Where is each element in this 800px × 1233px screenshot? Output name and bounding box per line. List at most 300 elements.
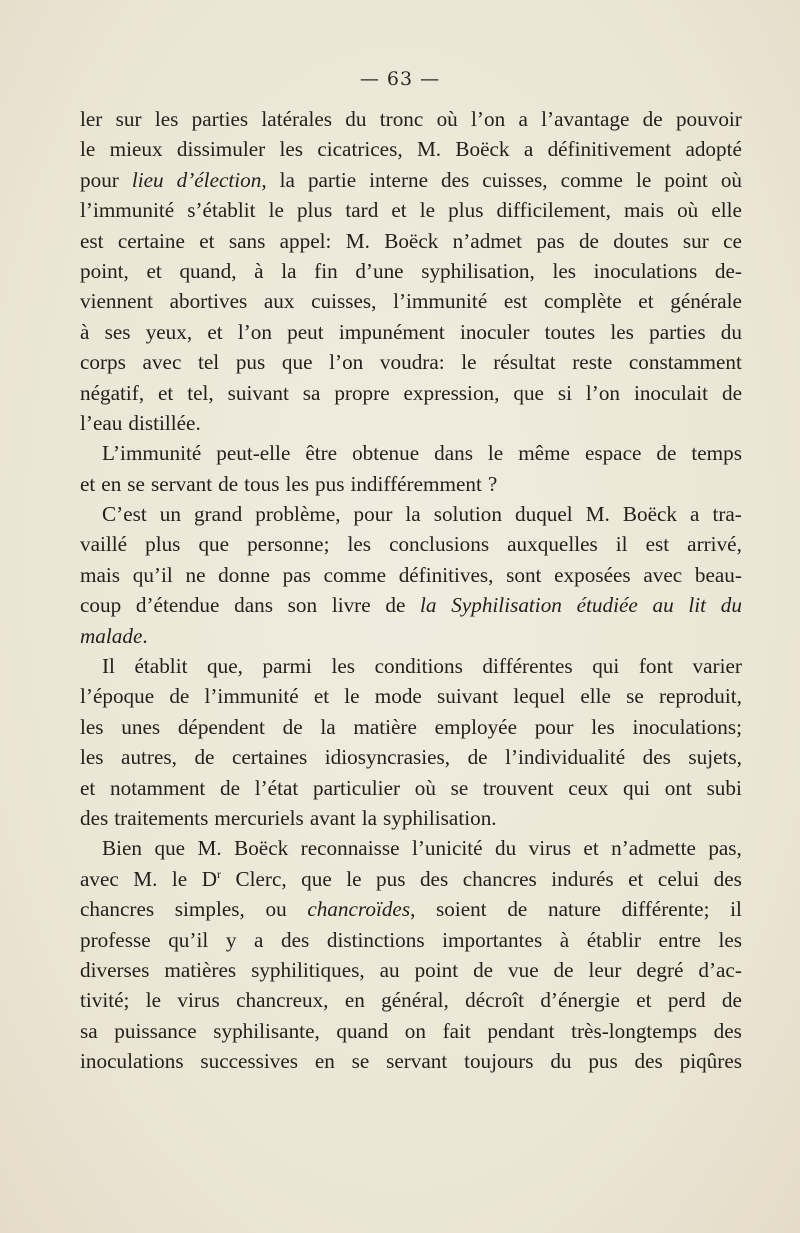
- word: ne: [185, 562, 206, 587]
- word: mieux: [109, 137, 163, 162]
- word: syphilisante,: [213, 1018, 320, 1043]
- text-line: [80, 286, 742, 316]
- word: virus: [528, 836, 571, 861]
- text-line: [80, 499, 742, 529]
- word: les: [279, 137, 304, 162]
- italic-word: d’élection: [176, 167, 262, 192]
- word: l’état: [254, 775, 299, 800]
- word: sa: [80, 1018, 98, 1043]
- word: l’immunité: [80, 198, 175, 223]
- word: piqûres: [679, 1049, 742, 1074]
- paragraph: [80, 499, 742, 651]
- word: appel: [279, 228, 326, 253]
- word: inoculations: [632, 714, 737, 739]
- word: l’individualité: [505, 745, 626, 770]
- word: des: [281, 927, 310, 952]
- word: cuisses,: [482, 167, 548, 192]
- word: les: [591, 714, 615, 739]
- page-number: — 63 —: [359, 68, 441, 90]
- word: et: [638, 289, 654, 314]
- word: en: [101, 471, 122, 496]
- word: où: [436, 107, 458, 131]
- word: différente: [621, 897, 704, 922]
- word: avec: [643, 562, 683, 587]
- word: conditions: [374, 654, 463, 679]
- word: les: [552, 258, 576, 283]
- word: l’avantage: [541, 107, 630, 131]
- word: mercuriels: [214, 805, 304, 830]
- word: le: [80, 137, 96, 162]
- word: C’est: [102, 502, 147, 527]
- word: particulier: [312, 775, 401, 800]
- word: dans: [234, 593, 273, 618]
- word: syphilitiques,: [251, 957, 365, 982]
- word: et: [207, 319, 223, 344]
- word: beau-: [694, 562, 742, 587]
- word: si: [557, 380, 572, 405]
- word: certaines: [231, 745, 308, 770]
- word: qui: [623, 775, 651, 800]
- text-line: [80, 378, 742, 408]
- word: de: [507, 897, 528, 922]
- word: qu’il: [132, 562, 173, 587]
- word: qu’il: [168, 927, 209, 952]
- word: D: [201, 866, 218, 891]
- word: pour: [353, 502, 393, 527]
- word: inoculer: [459, 319, 530, 344]
- word: mode: [374, 684, 422, 709]
- word: avant: [309, 805, 356, 830]
- word: pour: [80, 167, 119, 192]
- word: de: [467, 745, 488, 770]
- text-line: [80, 925, 742, 955]
- word: constamment: [628, 350, 742, 375]
- word: syphilisation,: [421, 258, 535, 283]
- word: à: [80, 319, 90, 344]
- word: elle: [711, 198, 742, 223]
- word: le: [171, 866, 188, 891]
- word: ceux: [568, 775, 609, 800]
- text-line: [80, 469, 742, 499]
- text-line: [80, 681, 742, 711]
- word: ce: [723, 228, 742, 253]
- word: de: [169, 684, 190, 709]
- word: générale: [670, 289, 742, 314]
- word: où: [414, 775, 436, 800]
- word: dans: [434, 441, 473, 466]
- word: est: [80, 228, 104, 253]
- word: des: [713, 1018, 742, 1043]
- word: avec: [80, 866, 119, 891]
- word: n’admette: [611, 836, 696, 861]
- word: de: [194, 745, 215, 770]
- word: des: [419, 866, 449, 891]
- word: propre: [334, 380, 390, 405]
- word: les: [347, 532, 372, 557]
- word: indifféremment: [350, 471, 482, 496]
- word: inoculations: [593, 258, 698, 283]
- word: partie: [307, 167, 357, 192]
- word: de: [721, 988, 742, 1013]
- word: pus: [376, 866, 406, 891]
- word: servant: [386, 1049, 448, 1074]
- word: de: [656, 441, 677, 466]
- word: est: [503, 289, 528, 314]
- word: obtenue: [352, 441, 420, 466]
- paragraph: [80, 651, 742, 833]
- word: tel,: [187, 380, 214, 405]
- word: lequel: [513, 684, 566, 709]
- word: l’on: [585, 380, 621, 405]
- word: de: [578, 228, 599, 253]
- word: qui: [592, 654, 620, 679]
- word: de: [553, 957, 574, 982]
- word: syphilisation.: [383, 805, 497, 830]
- word: pus: [315, 471, 345, 496]
- word: se: [626, 684, 644, 709]
- word: est: [645, 532, 670, 557]
- text-line: [80, 408, 742, 438]
- word: ;: [703, 897, 710, 922]
- word: ont: [664, 775, 692, 800]
- text-line: [80, 438, 742, 468]
- word: [280, 226, 332, 256]
- italic-word: Syphilisation: [451, 593, 562, 618]
- word: en: [344, 988, 365, 1013]
- word: leur: [588, 957, 622, 982]
- text-line: [80, 985, 742, 1015]
- text-line: [80, 621, 742, 651]
- word: l’on: [237, 319, 272, 344]
- word: expression,: [403, 380, 500, 405]
- word: l’époque: [80, 684, 155, 709]
- word: des: [441, 167, 470, 192]
- word: et: [391, 198, 407, 223]
- word: ?: [487, 471, 498, 496]
- word: que: [301, 866, 332, 891]
- word: cuisses,: [311, 289, 377, 314]
- word: du: [550, 1049, 572, 1074]
- word: que: [198, 532, 230, 557]
- word: un: [159, 502, 181, 527]
- text-line: [80, 742, 742, 772]
- word: où: [677, 198, 699, 223]
- paragraph: [80, 438, 742, 499]
- word: s’établit: [187, 198, 256, 223]
- word: sur: [115, 107, 142, 131]
- word: espace: [584, 441, 642, 466]
- word: sa: [302, 380, 321, 405]
- word: des: [634, 1049, 663, 1074]
- word: que: [281, 350, 313, 375]
- word: tronc: [379, 107, 424, 131]
- word: exposées: [554, 562, 631, 587]
- word: abortives: [169, 289, 248, 314]
- word: de: [642, 107, 663, 131]
- word: suivant: [437, 684, 499, 709]
- word: M.: [345, 228, 370, 253]
- word: adopté: [685, 137, 742, 162]
- word: sont: [506, 562, 542, 587]
- word: avec: [142, 350, 182, 375]
- word: distinctions: [326, 927, 425, 952]
- word: :: [325, 228, 332, 253]
- word: plus: [296, 198, 333, 223]
- word: des: [80, 805, 109, 830]
- word: vaillé: [80, 532, 128, 557]
- word: résultat: [493, 350, 556, 375]
- word: fin: [314, 258, 338, 283]
- word: et: [583, 836, 599, 861]
- word: inoculait: [633, 380, 709, 405]
- word: doutes: [613, 228, 669, 253]
- word: M.: [197, 836, 222, 861]
- word: tivité: [80, 988, 124, 1013]
- word: de: [282, 714, 303, 739]
- word: [633, 712, 742, 742]
- word: se: [127, 471, 145, 496]
- word: a: [518, 107, 528, 131]
- word: dissimuler: [176, 137, 266, 162]
- word: vue: [508, 957, 539, 982]
- word: où: [720, 167, 742, 192]
- word: il: [615, 532, 628, 557]
- word: Il: [102, 654, 115, 679]
- word: que: [154, 836, 186, 861]
- word: complète: [544, 289, 622, 314]
- word: idiosyncrasies,: [324, 745, 451, 770]
- word: sur: [682, 228, 709, 253]
- word: servant: [150, 471, 213, 496]
- word: [202, 864, 221, 894]
- word: ;: [123, 988, 130, 1013]
- word: donne: [218, 562, 270, 587]
- word: les: [285, 471, 310, 496]
- word: [622, 894, 710, 924]
- word: font: [638, 654, 673, 679]
- text-line: [80, 894, 742, 924]
- word: voudra: [379, 350, 439, 375]
- word: reconnaisse: [300, 836, 400, 861]
- word: que,: [207, 654, 243, 679]
- word: les: [610, 319, 634, 344]
- word: très-longtemps: [571, 1018, 698, 1043]
- word: .: [142, 623, 148, 648]
- word: [177, 165, 267, 195]
- word: [380, 347, 445, 377]
- italic-word: chancroïdes: [307, 897, 411, 922]
- word: plus: [448, 198, 484, 223]
- word: on: [404, 1018, 426, 1043]
- word: l’on: [329, 350, 364, 375]
- italic-word: lit: [688, 593, 707, 618]
- word: tel: [198, 350, 220, 375]
- word: le: [635, 167, 652, 192]
- word: la: [405, 502, 421, 527]
- word: viennent: [80, 289, 153, 314]
- word: elle: [580, 684, 611, 709]
- word: Boëck: [234, 836, 289, 861]
- word: Bien: [102, 836, 143, 861]
- word: et: [628, 866, 644, 891]
- word: [80, 621, 148, 651]
- word: de: [218, 471, 239, 496]
- word: [307, 894, 415, 924]
- word: en: [314, 1049, 335, 1074]
- word: solution: [433, 502, 502, 527]
- word: tard: [345, 198, 379, 223]
- word: interne: [369, 167, 428, 192]
- word: a: [254, 927, 264, 952]
- word: autres,: [121, 745, 177, 770]
- word: comme: [560, 167, 623, 192]
- word: Boëck: [455, 137, 510, 162]
- word: toutes: [544, 319, 596, 344]
- word: les: [154, 107, 179, 131]
- word: mais: [80, 562, 121, 587]
- word: quand,: [179, 258, 237, 283]
- word: [247, 529, 329, 559]
- word: peut: [287, 319, 324, 344]
- word: les: [80, 745, 104, 770]
- word: à: [559, 927, 570, 952]
- text-line: [80, 317, 742, 347]
- word: définitivement: [547, 137, 672, 162]
- body-text: [80, 104, 742, 1077]
- word: professe: [80, 927, 151, 952]
- word: ,: [410, 897, 416, 922]
- word: établit: [134, 654, 188, 679]
- word: trouvent: [482, 775, 554, 800]
- word: du: [720, 319, 742, 344]
- word: tra-: [712, 502, 742, 527]
- italic-word: du: [720, 593, 742, 618]
- word: aux: [263, 289, 295, 314]
- text-line: [80, 1046, 742, 1076]
- word: pour: [534, 714, 574, 739]
- italic-word: lieu: [131, 167, 164, 192]
- word: ses: [104, 319, 131, 344]
- word: des: [713, 866, 742, 891]
- word: définitives,: [398, 562, 494, 587]
- text-line: [80, 651, 742, 681]
- word: arrivé,: [687, 532, 742, 557]
- word: y: [225, 927, 237, 952]
- text-line: [80, 773, 742, 803]
- word: impunément: [338, 319, 445, 344]
- word: M.: [416, 137, 442, 162]
- word: et: [313, 684, 330, 709]
- word: coup: [80, 593, 122, 618]
- word: différentes: [482, 654, 573, 679]
- word: tous: [244, 471, 280, 496]
- word: reste: [572, 350, 613, 375]
- word: n’admet: [452, 228, 523, 253]
- word: comme: [323, 562, 386, 587]
- word: employée: [434, 714, 517, 739]
- word: matière: [353, 714, 417, 739]
- word: L’immunité: [102, 441, 202, 466]
- word: chancres: [462, 866, 537, 891]
- text-line: [80, 529, 742, 559]
- text-line: [80, 347, 742, 377]
- word: ler: [80, 107, 103, 131]
- word: pendant: [487, 1018, 555, 1043]
- word: le: [268, 198, 284, 223]
- word: pus: [588, 1049, 618, 1074]
- word: traitements: [114, 805, 209, 830]
- word: subi: [706, 775, 742, 800]
- word: indurés: [551, 866, 614, 891]
- word: auxquelles: [507, 532, 598, 557]
- word: unes: [121, 714, 161, 739]
- word: matières: [164, 957, 237, 982]
- word: personne: [247, 532, 324, 557]
- paragraph: [80, 833, 742, 1076]
- word: [80, 985, 129, 1015]
- text-line: [80, 226, 742, 256]
- word: puissance: [114, 1018, 197, 1043]
- word: inoculations: [80, 1049, 184, 1074]
- word: le: [344, 684, 360, 709]
- text-line: [80, 256, 742, 286]
- word: temps: [691, 441, 742, 466]
- word: l’unicité: [411, 836, 483, 861]
- text-line: [80, 1016, 742, 1046]
- word: suivant: [227, 380, 289, 405]
- word: le: [346, 866, 362, 891]
- word: ;: [736, 714, 742, 739]
- word: de: [220, 775, 241, 800]
- word: :: [438, 350, 445, 375]
- word: chancreux,: [236, 988, 329, 1013]
- word: l’on: [471, 107, 506, 131]
- word: du: [494, 836, 517, 861]
- word: notamment: [110, 775, 206, 800]
- word: sujets,: [688, 745, 742, 770]
- word: l’immunité: [204, 684, 299, 709]
- word: et: [199, 228, 215, 253]
- word: soient: [436, 897, 487, 922]
- word: corps: [80, 350, 126, 375]
- superscript: r: [217, 866, 222, 881]
- word: le: [487, 441, 504, 466]
- word: mais: [623, 198, 664, 223]
- word: et: [636, 988, 652, 1013]
- text-line: [80, 134, 742, 164]
- word: fait: [442, 1018, 471, 1043]
- word: celui: [657, 866, 700, 891]
- word: négatif,: [80, 380, 145, 405]
- word: l’eau: [80, 410, 123, 435]
- word: duquel: [515, 502, 573, 527]
- word: point: [414, 957, 459, 982]
- text-line: [80, 833, 742, 863]
- word: ,: [261, 167, 267, 192]
- italic-word: la: [420, 593, 437, 618]
- word: se: [450, 775, 469, 800]
- word: de: [473, 957, 494, 982]
- word: M.: [585, 502, 610, 527]
- paragraph: [80, 104, 742, 438]
- word: ;: [323, 532, 330, 557]
- word: et: [80, 471, 96, 496]
- word: pouvoir: [675, 107, 742, 131]
- word: grand: [193, 502, 243, 527]
- word: point: [664, 167, 708, 192]
- word: successives: [200, 1049, 299, 1074]
- word: simples,: [174, 897, 245, 922]
